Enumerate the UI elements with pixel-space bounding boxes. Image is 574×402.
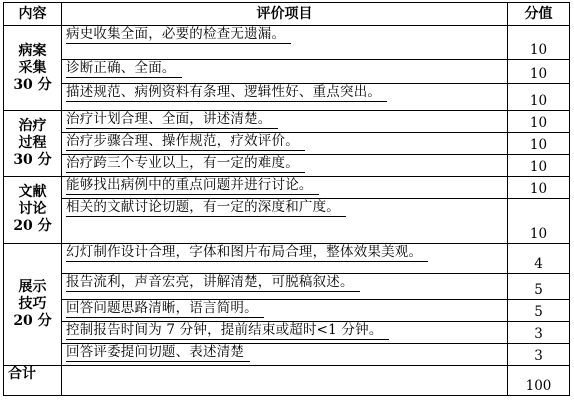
section-label-line: 技巧	[18, 295, 47, 312]
table-row	[4, 343, 570, 365]
table-row	[4, 133, 570, 155]
table-row	[4, 299, 570, 321]
table-row	[4, 155, 570, 177]
table-row	[4, 111, 570, 133]
criterion-text	[62, 321, 508, 343]
table-row	[4, 273, 570, 299]
criterion-label: 幻灯制作设计合理，字体和图片布局合理，整体效果美观。	[66, 244, 428, 262]
criterion-text	[62, 273, 508, 299]
criterion-label: 治疗步骤合理、操作规范，疗效评价。	[66, 133, 305, 151]
section-label-line: 20 分	[13, 218, 52, 235]
total-empty-cell	[62, 365, 508, 395]
criterion-text	[62, 343, 508, 365]
criterion-label: 回答评委提问切题、表述清楚	[66, 344, 250, 362]
criterion-score: 3	[508, 343, 570, 365]
criterion-score: 3	[508, 321, 570, 343]
criterion-score: 10	[508, 155, 570, 177]
criterion-score: 10	[508, 60, 570, 84]
criterion-label: 治疗跨三个专业以上，有一定的难度。	[66, 155, 305, 173]
criterion-text	[62, 155, 508, 177]
criterion-score: 10	[508, 84, 570, 111]
criterion-label: 报告流利，声音宏亮，讲解清楚，可脱稿叙述。	[66, 274, 360, 292]
header-item: 评价项目	[62, 3, 508, 26]
criterion-score: 10	[508, 199, 570, 243]
criterion-text	[62, 84, 508, 111]
criterion-text	[62, 177, 508, 199]
section-label-presentation-skills	[4, 243, 62, 365]
criterion-score: 10	[508, 111, 570, 133]
section-label-line: 过程	[18, 135, 47, 152]
criterion-score: 10	[508, 177, 570, 199]
table-row	[4, 84, 570, 111]
criterion-label: 相关的文献讨论切题，有一定的深度和广度。	[66, 199, 346, 217]
header-category: 内容	[4, 3, 62, 26]
section-label-line: 采集	[18, 59, 47, 76]
criterion-text	[62, 199, 508, 243]
criterion-label: 治疗计划合理、全面，讲述清楚。	[66, 111, 278, 129]
section-label-treatment-process	[4, 111, 62, 177]
criterion-text	[62, 243, 508, 273]
criterion-text	[62, 26, 508, 60]
criterion-score: 4	[508, 243, 570, 273]
header-row	[4, 3, 570, 26]
section-label-line: 文献	[18, 184, 47, 201]
section-label-line: 讨论	[18, 201, 47, 218]
criterion-label: 病史收集全面，必要的检查无遗漏。	[66, 26, 291, 44]
criterion-score: 10	[508, 133, 570, 155]
criterion-text	[62, 60, 508, 84]
evaluation-rubric-table	[3, 2, 570, 396]
section-label-literature-discussion	[4, 177, 62, 243]
criterion-label: 描述规范、病例资料有条理、逻辑性好、重点突出。	[66, 84, 387, 102]
criterion-label: 控制报告时间为 7 分钟，提前结束或超时<1 分钟。	[66, 322, 389, 340]
criterion-label: 能够找出病例中的重点问题并进行讨论。	[66, 177, 319, 195]
table-row	[4, 243, 570, 273]
criterion-score: 5	[508, 273, 570, 299]
table-row	[4, 199, 570, 243]
criterion-label: 诊断正确、全面。	[66, 60, 182, 78]
section-label-case-collection	[4, 26, 62, 111]
criterion-label: 回答问题思路清晰，语言简明。	[66, 300, 264, 318]
table-row	[4, 321, 570, 343]
section-label-line: 20 分	[13, 312, 52, 329]
section-label-line: 治疗	[18, 118, 47, 135]
table-row	[4, 177, 570, 199]
section-label-line: 30 分	[13, 76, 52, 93]
criterion-score: 5	[508, 299, 570, 321]
criterion-score: 10	[508, 26, 570, 60]
table-row	[4, 26, 570, 60]
total-row	[4, 365, 570, 395]
section-label-line: 病案	[18, 42, 47, 59]
header-score: 分值	[508, 3, 570, 26]
total-label: 合计	[4, 365, 62, 395]
table-row	[4, 60, 570, 84]
section-label-line: 30 分	[13, 152, 52, 169]
criterion-text	[62, 133, 508, 155]
section-label-line: 展示	[18, 278, 47, 295]
criterion-text	[62, 299, 508, 321]
total-score: 100	[508, 365, 570, 395]
criterion-text	[62, 111, 508, 133]
